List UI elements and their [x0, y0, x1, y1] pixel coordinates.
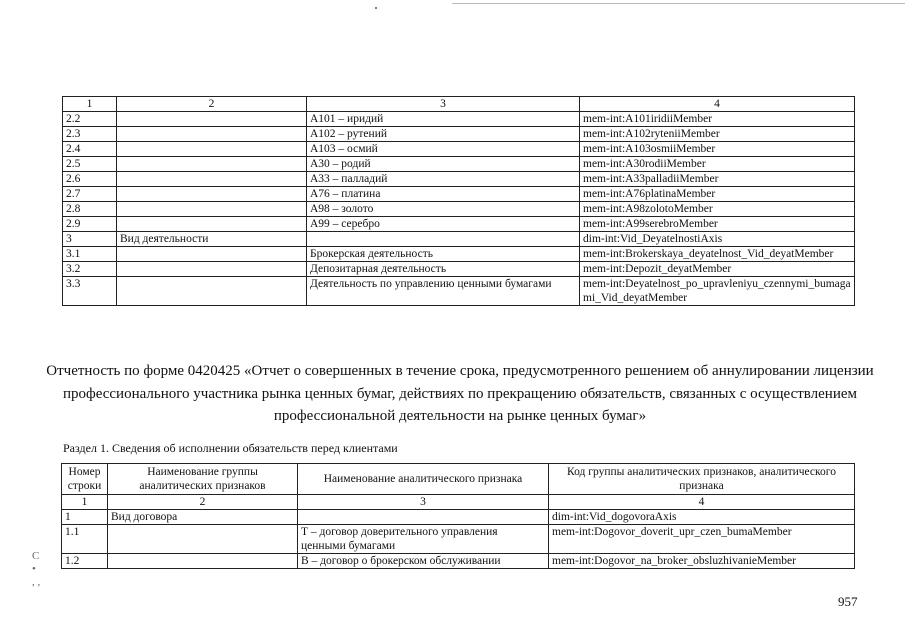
header-cell: Наименование группы аналитических признаков: [108, 464, 298, 495]
cell-code: dim-int:Vid_DeyatelnostiAxis: [580, 232, 855, 247]
cell-num: 3.3: [63, 277, 117, 306]
obligations-table: [61, 463, 855, 569]
table-row: [63, 232, 855, 247]
col-number: 3: [307, 97, 580, 112]
table-row: [63, 142, 855, 157]
cell-code: mem-int:Dogovor_doverit_upr_czen_bumaMember: [549, 525, 855, 554]
cell-code: mem-int:A33palladiiMember: [580, 172, 855, 187]
header-cell: Код группы аналитических признаков, аналитического признака: [549, 464, 855, 495]
cell-num: 1.2: [62, 554, 108, 569]
cell-group: [117, 112, 307, 127]
cell-group: [117, 142, 307, 157]
cell-group: [117, 262, 307, 277]
cell-group: [108, 554, 298, 569]
table-row: [63, 187, 855, 202]
cell-name: A101 – иридий: [307, 112, 580, 127]
cell-group: [108, 525, 298, 554]
cell-name: [307, 232, 580, 247]
column-number-row: [62, 495, 855, 510]
cell-code: mem-int:A102ryteniiMember: [580, 127, 855, 142]
cell-num: 2.4: [63, 142, 117, 157]
cell-name: Брокерская деятельность: [307, 247, 580, 262]
cell-group: Вид деятельности: [117, 232, 307, 247]
table-row: [63, 202, 855, 217]
header-row: [62, 464, 855, 495]
cell-name: A99 – серебро: [307, 217, 580, 232]
table-row: [63, 262, 855, 277]
cell-code: mem-int:Deyatelnost_po_upravleniyu_czennymi_bumagami_Vid_deyatMember: [580, 277, 855, 306]
cell-code: mem-int:A99serebroMember: [580, 217, 855, 232]
cell-name: A33 – палладий: [307, 172, 580, 187]
cell-name: A103 – осмий: [307, 142, 580, 157]
col-number: 4: [580, 97, 855, 112]
table-row: [63, 112, 855, 127]
cell-group: Вид договора: [108, 510, 298, 525]
cell-group: [117, 127, 307, 142]
analytics-table-continued: [62, 96, 855, 306]
page-number: 957: [838, 594, 858, 609]
cell-code: mem-int:Depozit_deyatMember: [580, 262, 855, 277]
cell-num: 2.9: [63, 217, 117, 232]
column-number-row: [63, 97, 855, 112]
cell-name: Деятельность по управлению ценными бумагами: [307, 277, 580, 306]
cell-name: A30 – родий: [307, 157, 580, 172]
scan-edge-line: [452, 3, 905, 4]
table-row: [63, 247, 855, 262]
col-number: 1: [63, 97, 117, 112]
cell-num: 1.1: [62, 525, 108, 554]
table-row: [62, 554, 855, 569]
cell-group: [117, 277, 307, 306]
cell-code: dim-int:Vid_dogovoraAxis: [549, 510, 855, 525]
header-cell: Наименование аналитического признака: [298, 464, 549, 495]
col-number: 2: [117, 97, 307, 112]
scan-speck: [375, 7, 377, 9]
cell-name: Депозитарная деятельность: [307, 262, 580, 277]
cell-group: [117, 172, 307, 187]
table-row: [63, 172, 855, 187]
cell-num: 3.1: [63, 247, 117, 262]
cell-group: [117, 247, 307, 262]
table-row: [63, 157, 855, 172]
cell-name: A102 – рутений: [307, 127, 580, 142]
table-row: [62, 510, 855, 525]
cell-num: 2.8: [63, 202, 117, 217]
header-cell: Номер строки: [62, 464, 108, 495]
cell-group: [117, 157, 307, 172]
cell-code: mem-int:A101iridiiMember: [580, 112, 855, 127]
col-number: 4: [549, 495, 855, 510]
cell-name: A98 – золото: [307, 202, 580, 217]
cell-group: [117, 217, 307, 232]
cell-code: mem-int:A30rodiiMember: [580, 157, 855, 172]
table-row: [63, 127, 855, 142]
table-row: [62, 525, 855, 554]
cell-num: 3.2: [63, 262, 117, 277]
cell-code: mem-int:A98zolotoMember: [580, 202, 855, 217]
margin-marks: С • , ,: [32, 550, 41, 588]
cell-num: 2.3: [63, 127, 117, 142]
cell-code: mem-int:A76platinaMember: [580, 187, 855, 202]
cell-num: 2.2: [63, 112, 117, 127]
col-number: 3: [298, 495, 549, 510]
section-title: Раздел 1. Сведения об исполнении обязательств перед клиентами: [63, 441, 398, 455]
col-number: 2: [108, 495, 298, 510]
table-row: [63, 217, 855, 232]
cell-group: [117, 187, 307, 202]
cell-group: [117, 202, 307, 217]
col-number: 1: [62, 495, 108, 510]
cell-name: A76 – платина: [307, 187, 580, 202]
cell-num: 2.5: [63, 157, 117, 172]
table-row: [63, 277, 855, 306]
cell-num: 2.7: [63, 187, 117, 202]
cell-name: В – договор о брокерском обслуживании: [298, 554, 549, 569]
cell-code: mem-int:A103osmiiMember: [580, 142, 855, 157]
cell-num: 2.6: [63, 172, 117, 187]
cell-num: 3: [63, 232, 117, 247]
cell-num: 1: [62, 510, 108, 525]
cell-code: mem-int:Dogovor_na_broker_obsluzhivanieMember: [549, 554, 855, 569]
cell-name: [298, 510, 549, 525]
cell-code: mem-int:Brokerskaya_deyatelnost_Vid_deyatMember: [580, 247, 855, 262]
report-title: Отчетность по форме 0420425 «Отчет о совершенных в течение срока, предусмотренного решением об аннулировании лицензии профессионального участника рынка ценных бумаг, действиях по прекращению обязательств, связанных с осуществлением профессиональной деятельности на рынке ценных бумаг»: [46, 363, 874, 424]
cell-name: Т – договор доверительного управления ценными бумагами: [298, 525, 549, 554]
